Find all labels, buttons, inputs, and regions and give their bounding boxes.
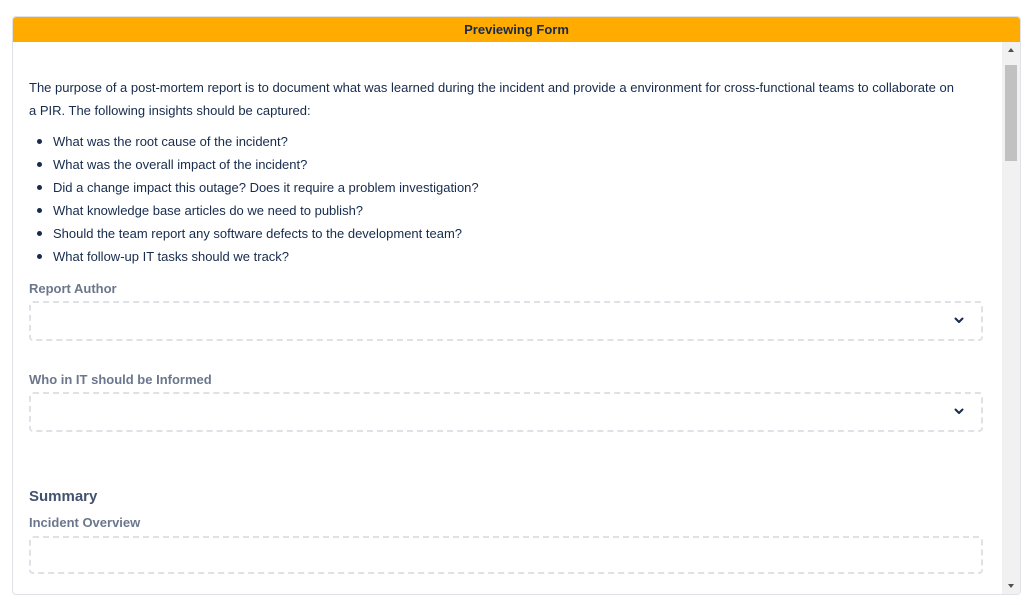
bullet-icon bbox=[37, 231, 42, 236]
summary-section-title: Summary bbox=[29, 488, 98, 505]
previewing-form-banner: Previewing Form bbox=[13, 17, 1020, 42]
list-item bbox=[53, 130, 989, 153]
form-scroll-viewport[interactable] bbox=[13, 42, 1002, 594]
scroll-down-arrow-icon[interactable] bbox=[1002, 578, 1020, 594]
list-item-text: What was the overall impact of the incident? bbox=[53, 157, 308, 172]
list-item bbox=[53, 199, 989, 222]
list-item-text: What was the root cause of the incident? bbox=[53, 134, 288, 149]
list-item-text: What knowledge base articles do we need to publish? bbox=[53, 203, 364, 218]
form-content bbox=[29, 42, 989, 574]
report-author-select[interactable] bbox=[29, 301, 983, 341]
bullet-icon bbox=[37, 139, 42, 144]
insights-list bbox=[29, 130, 989, 268]
cut-off-heading bbox=[29, 42, 989, 48]
list-item-text: Did a change impact this outage? Does it require a problem investigation? bbox=[53, 180, 479, 195]
chevron-down-icon[interactable] bbox=[953, 405, 965, 417]
list-item bbox=[53, 245, 989, 268]
form-preview-frame bbox=[12, 16, 1021, 595]
report-author-label: Report Author bbox=[29, 281, 117, 296]
list-item bbox=[53, 176, 989, 199]
scrollbar-thumb[interactable] bbox=[1005, 65, 1017, 161]
bullet-icon bbox=[37, 254, 42, 259]
bullet-icon bbox=[37, 185, 42, 190]
list-item bbox=[53, 222, 989, 245]
list-item-text: What follow-up IT tasks should we track? bbox=[53, 249, 290, 264]
list-item-text: Should the team report any software defects to the development team? bbox=[53, 226, 463, 241]
bullet-icon bbox=[37, 162, 42, 167]
vertical-scrollbar[interactable] bbox=[1002, 42, 1020, 594]
list-item bbox=[53, 153, 989, 176]
chevron-down-icon[interactable] bbox=[953, 314, 965, 326]
informed-select[interactable] bbox=[29, 392, 983, 432]
intro-paragraph: The purpose of a post-mortem report is to document what was learned during the incident and provide a environment for cross-functional teams to collaborate on a PIR. The following insights should be captured: bbox=[29, 80, 954, 118]
incident-overview-label: Incident Overview bbox=[29, 515, 141, 530]
scroll-up-arrow-icon[interactable] bbox=[1002, 42, 1020, 58]
informed-label: Who in IT should be Informed bbox=[29, 372, 212, 387]
bullet-icon bbox=[37, 208, 42, 213]
incident-overview-input[interactable] bbox=[29, 536, 983, 574]
